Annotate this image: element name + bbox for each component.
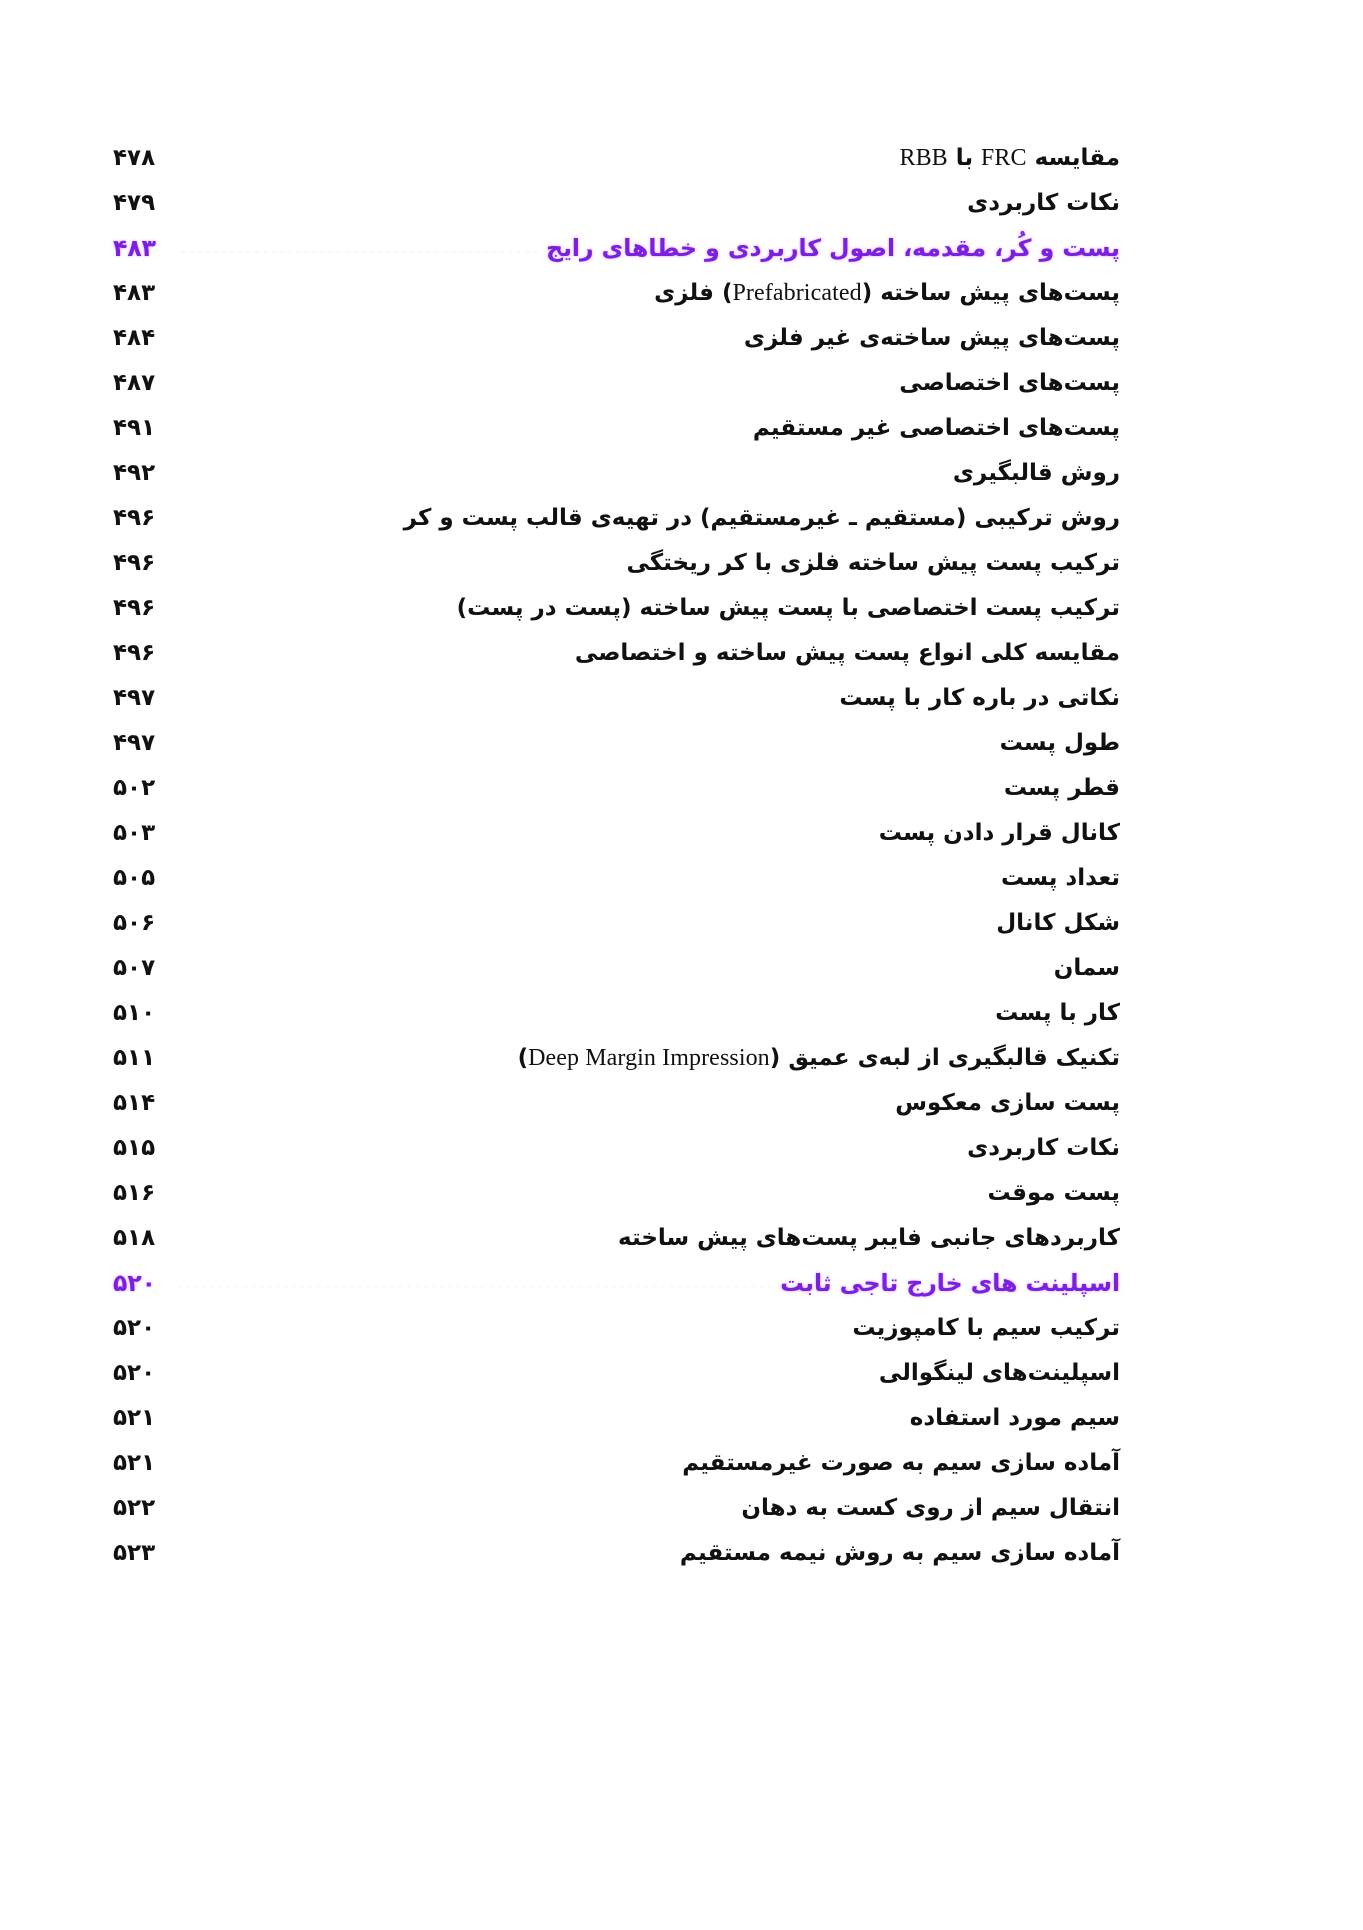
toc-entry[interactable] bbox=[113, 1081, 1120, 1126]
toc-entry-list bbox=[113, 136, 1120, 1576]
toc-entry[interactable] bbox=[113, 721, 1120, 766]
toc-page-number: ۵۰۵ bbox=[113, 865, 156, 891]
toc-page-number: ۴۹۶ bbox=[113, 505, 156, 531]
toc-leader-dots bbox=[175, 1061, 512, 1077]
toc-entry[interactable] bbox=[113, 1486, 1120, 1531]
toc-entry[interactable] bbox=[113, 991, 1120, 1036]
toc-page-number: ۴۹۶ bbox=[113, 640, 156, 666]
toc-page-number: ۴۹۲ bbox=[113, 460, 156, 486]
toc-entry[interactable] bbox=[113, 271, 1120, 316]
toc-leader-dots bbox=[175, 386, 893, 402]
toc-leader-dots bbox=[175, 746, 994, 762]
toc-leader-dots bbox=[175, 161, 893, 177]
toc-page-number: ۵۰۳ bbox=[113, 820, 156, 846]
toc-entry-title: پست‌های پیش ساخته‌ی غیر فلزی bbox=[743, 325, 1120, 351]
toc-page-number: ۴۸۳ bbox=[113, 280, 156, 306]
toc-page-number: ۴۹۶ bbox=[113, 595, 156, 621]
toc-entry-title: ترکیب سیم با کامپوزیت bbox=[852, 1315, 1120, 1341]
latin-term: RBB bbox=[899, 145, 948, 171]
toc-entry[interactable] bbox=[113, 946, 1120, 991]
toc-entry-title: تعداد پست bbox=[1001, 865, 1120, 891]
toc-leader-dots bbox=[175, 656, 569, 672]
toc-leader-dots bbox=[175, 701, 833, 717]
toc-entry-title: طول پست bbox=[999, 730, 1120, 756]
toc-entry-title: کار با پست bbox=[995, 1000, 1120, 1026]
toc-entry-title: کاربردهای جانبی فایبر پست‌های پیش ساخته bbox=[618, 1225, 1120, 1251]
toc-leader-dots bbox=[175, 1016, 989, 1032]
toc-entry-title: ترکیب پست اختصاصی با پست پیش ساخته (پست در پست) bbox=[456, 595, 1120, 621]
toc-page-number: ۵۲۰ bbox=[113, 1269, 157, 1297]
toc-page-number: ۵۰۷ bbox=[113, 955, 156, 981]
toc-leader-dots bbox=[175, 1421, 904, 1437]
toc-page-number: ۵۱۵ bbox=[113, 1135, 156, 1161]
toc-page-number: ۵۲۰ bbox=[113, 1315, 156, 1341]
toc-section-heading[interactable] bbox=[113, 1261, 1120, 1306]
toc-leader-dots bbox=[175, 296, 648, 312]
toc-page-number: ۵۲۰ bbox=[113, 1360, 156, 1386]
toc-entry[interactable] bbox=[113, 1306, 1120, 1351]
toc-leader-dots bbox=[175, 926, 990, 942]
toc-page-number: ۵۱۸ bbox=[113, 1225, 156, 1251]
toc-leader-dots bbox=[175, 1196, 982, 1212]
toc-entry[interactable] bbox=[113, 1216, 1120, 1261]
toc-entry[interactable] bbox=[113, 361, 1120, 406]
toc-page-number: ۵۱۱ bbox=[113, 1045, 156, 1071]
toc-entry-title: پست‌های پیش ساخته (Prefabricated) فلزی bbox=[654, 280, 1120, 306]
toc-page-number: ۴۸۴ bbox=[113, 325, 156, 351]
toc-page-number: ۴۷۹ bbox=[113, 190, 156, 216]
toc-entry[interactable] bbox=[113, 586, 1120, 631]
toc-leader-dots bbox=[175, 1376, 873, 1392]
toc-page-number: ۴۸۷ bbox=[113, 370, 156, 396]
toc-page-number: ۵۱۰ bbox=[113, 1000, 156, 1026]
toc-entry[interactable] bbox=[113, 1171, 1120, 1216]
latin-term: FRC bbox=[980, 145, 1027, 171]
toc-entry-title: پست‌های اختصاصی غیر مستقیم bbox=[752, 415, 1120, 441]
toc-page-number: ۴۷۸ bbox=[113, 145, 156, 171]
toc-leader-dots bbox=[175, 881, 995, 897]
toc-leader-dots bbox=[175, 566, 621, 582]
toc-entry-title: پست‌های اختصاصی bbox=[899, 370, 1120, 396]
toc-leader-dots bbox=[175, 611, 451, 627]
toc-entry[interactable] bbox=[113, 1396, 1120, 1441]
toc-leader-dots bbox=[175, 431, 747, 447]
toc-entry-title: روش قالبگیری bbox=[952, 460, 1120, 486]
toc-leader-dots bbox=[175, 1511, 735, 1527]
toc-entry[interactable] bbox=[113, 451, 1120, 496]
toc-leader-dots bbox=[175, 521, 398, 537]
toc-entry[interactable] bbox=[113, 766, 1120, 811]
toc-entry[interactable] bbox=[113, 1036, 1120, 1081]
toc-page-number: ۴۹۱ bbox=[113, 415, 156, 441]
toc-entry-title: سمان bbox=[1053, 955, 1120, 981]
toc-entry-title: نکاتی در باره کار با پست bbox=[839, 685, 1120, 711]
toc-entry[interactable] bbox=[113, 316, 1120, 361]
toc-leader-dots bbox=[175, 1556, 674, 1572]
toc-entry-title: شکل کانال bbox=[996, 910, 1120, 936]
toc-leader-dots bbox=[175, 1466, 676, 1482]
toc-page-number: ۵۲۱ bbox=[113, 1450, 156, 1476]
toc-entry-title: پست و کُر، مقدمه، اصول کاربردی و خطاهای رایج bbox=[546, 234, 1120, 262]
latin-term: Prefabricated bbox=[732, 280, 862, 306]
toc-leader-dots bbox=[175, 1331, 846, 1347]
toc-entry-title: نکات کاربردی bbox=[967, 190, 1120, 216]
toc-leader-dots bbox=[175, 971, 1048, 987]
toc-entry[interactable] bbox=[113, 496, 1120, 541]
toc-page-number: ۴۹۷ bbox=[113, 685, 156, 711]
toc-leader-dots bbox=[175, 791, 998, 807]
toc-leader-dots bbox=[175, 476, 947, 492]
toc-page-number: ۴۹۶ bbox=[113, 550, 156, 576]
toc-entry[interactable] bbox=[113, 181, 1120, 226]
toc-entry-title: پست سازی معکوس bbox=[895, 1090, 1120, 1116]
toc-section-heading[interactable] bbox=[113, 226, 1120, 271]
toc-entry-title: قطر پست bbox=[1003, 775, 1120, 801]
toc-page-number: ۵۱۶ bbox=[113, 1180, 156, 1206]
toc-entry-title: اسپلینت‌های لینگوالی bbox=[878, 1360, 1120, 1386]
toc-page-number: ۵۲۱ bbox=[113, 1405, 156, 1431]
toc-page-number: ۵۲۳ bbox=[113, 1540, 156, 1566]
toc-entry[interactable] bbox=[113, 676, 1120, 721]
toc-entry-title: ترکیب پست پیش ساخته فلزی با کر ریختگی bbox=[626, 550, 1120, 576]
toc-entry-title: مقایسه کلی انواع پست پیش ساخته و اختصاصی bbox=[574, 640, 1120, 666]
toc-leader-dots bbox=[175, 1286, 774, 1302]
toc-entry[interactable] bbox=[113, 1441, 1120, 1486]
toc-leader-dots bbox=[175, 341, 738, 357]
toc-leader-dots bbox=[175, 251, 540, 267]
toc-entry[interactable] bbox=[113, 1126, 1120, 1171]
toc-page-number: ۵۰۲ bbox=[113, 775, 156, 801]
toc-entry-title: روش ترکیبی (مستقیم ـ غیرمستقیم) در تهیه‌ی قالب پست و کر bbox=[403, 505, 1120, 531]
toc-page-number: ۵۱۴ bbox=[113, 1090, 156, 1116]
toc-entry[interactable] bbox=[113, 856, 1120, 901]
toc-entry[interactable] bbox=[113, 631, 1120, 676]
toc-leader-dots bbox=[175, 206, 961, 222]
toc-entry[interactable] bbox=[113, 1351, 1120, 1396]
toc-leader-dots bbox=[175, 836, 873, 852]
toc-entry-title: مقایسه FRC با RBB bbox=[899, 145, 1120, 171]
toc-entry-title: انتقال سیم از روی کست به دهان bbox=[741, 1495, 1120, 1521]
toc-entry-title: آماده سازی سیم به صورت غیرمستقیم bbox=[682, 1450, 1120, 1476]
toc-page-number: ۵۰۶ bbox=[113, 910, 156, 936]
toc-entry[interactable] bbox=[113, 136, 1120, 181]
toc-entry-title: نکات کاربردی bbox=[967, 1135, 1120, 1161]
toc-entry[interactable] bbox=[113, 406, 1120, 451]
toc-leader-dots bbox=[175, 1241, 612, 1257]
toc-page-number: ۴۸۳ bbox=[113, 234, 157, 262]
latin-term: Deep Margin Impression bbox=[528, 1045, 770, 1071]
toc-leader-dots bbox=[175, 1151, 961, 1167]
toc-entry[interactable] bbox=[113, 901, 1120, 946]
toc-entry-title: تکنیک قالبگیری از لبه‌ی عمیق (Deep Margin Impression) bbox=[517, 1045, 1120, 1071]
toc-page-number: ۴۹۷ bbox=[113, 730, 156, 756]
toc-entry[interactable] bbox=[113, 1531, 1120, 1576]
toc-entry-title: آماده سازی سیم به روش نیمه مستقیم bbox=[679, 1540, 1120, 1566]
toc-entry-title: کانال قرار دادن پست bbox=[878, 820, 1120, 846]
toc-entry[interactable] bbox=[113, 541, 1120, 586]
toc-page-number: ۵۲۲ bbox=[113, 1495, 156, 1521]
toc-entry-title: اسپلینت های خارج تاجی ثابت bbox=[780, 1269, 1120, 1297]
toc-entry[interactable] bbox=[113, 811, 1120, 856]
toc-leader-dots bbox=[175, 1106, 889, 1122]
toc-entry-title: پست موقت bbox=[987, 1180, 1120, 1206]
toc-entry-title: سیم مورد استفاده bbox=[909, 1405, 1120, 1431]
